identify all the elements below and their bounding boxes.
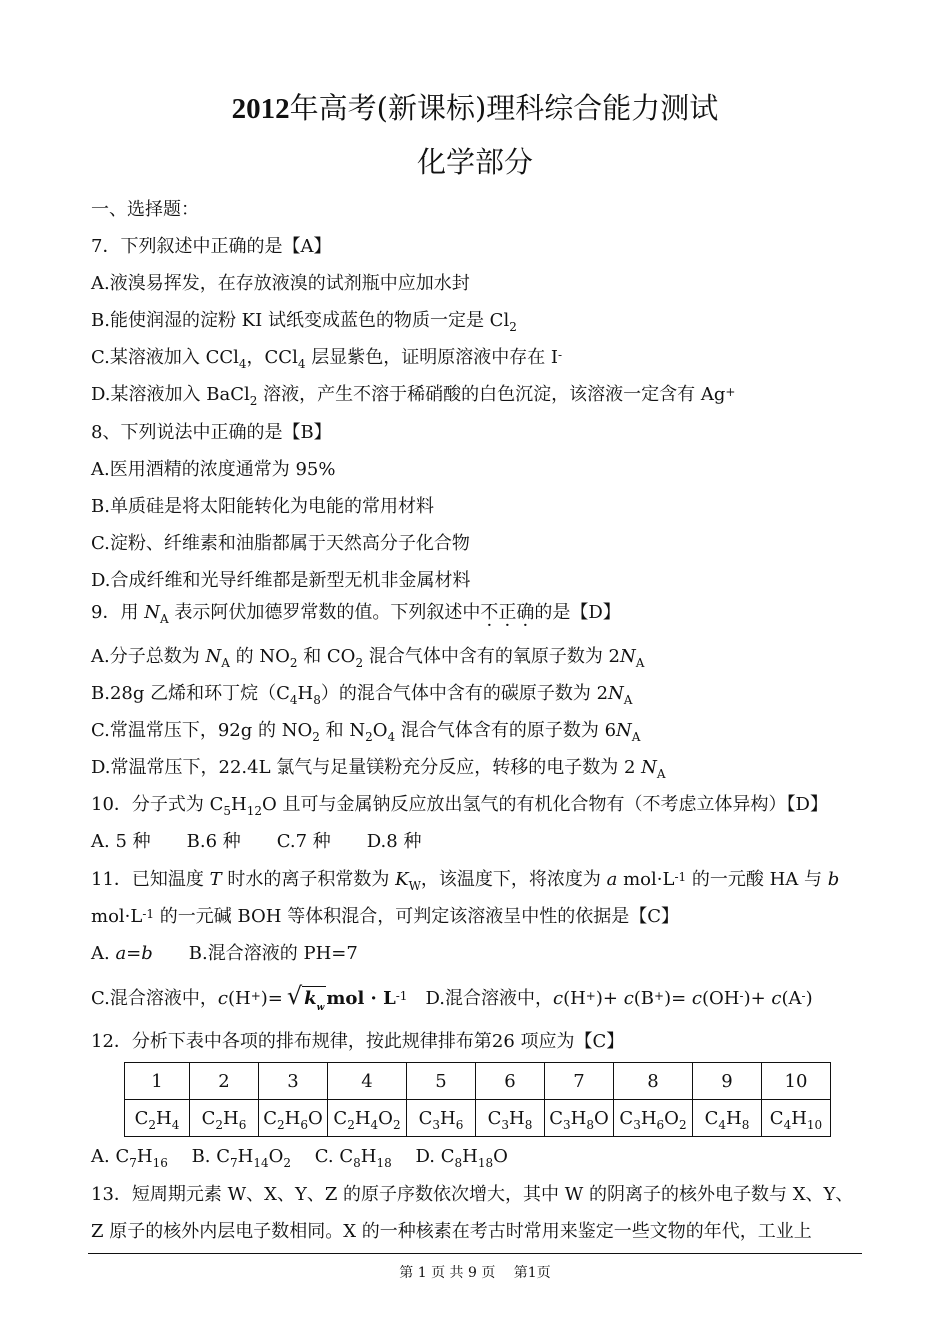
table-formula-cell: $C_4H_{10}$ (762, 1100, 831, 1137)
table-formula-cell: $C_3H_6$ (407, 1100, 476, 1137)
q12-stem: 12．分析下表中各项的排布规律，按此规律排布第26 项应为【C】 (91, 1031, 625, 1052)
table-header-cell: 8 (614, 1063, 693, 1100)
q8-option-b: B.单质硅是将太阳能转化为电能的常用材料 (91, 496, 434, 517)
q10-options: A. 5 种 B.6 种 C.7 种 D.8 种 (91, 831, 422, 852)
table-formula-cell: $C_3H_8$ (476, 1100, 545, 1137)
q7-option-d: D.某溶液加入 BaCl$_2$ 溶液，产生不溶于稀硝酸的白色沉淀，该溶液一定含有 Ag+ (91, 384, 736, 408)
table-header-cell: 6 (476, 1063, 545, 1100)
q9-option-d: D.常温常压下，22.4L 氯气与足量镁粉充分反应，转移的电子数为 2 $N_A$ (91, 757, 666, 781)
q8-option-d: D.合成纤维和光导纤维都是新型无机非金属材料 (91, 570, 471, 591)
q9-option-b: B.28g 乙烯和环丁烷$(C_4H_8)$的混合气体中含有的碳原子数为 $2N_A$ (91, 683, 633, 707)
table-header-cell: 1 (125, 1063, 190, 1100)
q8-option-a: A.医用酒精的浓度通常为 95% (91, 459, 336, 480)
table-formula-row (125, 1100, 831, 1137)
q9-option-c: C.常温常压下，92g 的 $NO_2$ 和 $N_2O_4$ 混合气体含有的原子数为 $6N_A$ (91, 720, 641, 744)
sequence-table (124, 1062, 831, 1137)
table-header-row (125, 1063, 831, 1100)
emphasis-dot-char: 确 (516, 602, 535, 623)
q7-option-c: C.某溶液加入 CCl$_4$，CCl$_4$ 层显紫色，证明原溶液中存在 I- (91, 347, 563, 371)
emphasis-dot-char: 正 (498, 602, 517, 623)
footer-divider (88, 1253, 862, 1254)
square-root-expression: √ $k_w$ (283, 984, 327, 1020)
table-header-cell: 9 (693, 1063, 762, 1100)
table-header-cell: 7 (545, 1063, 614, 1100)
table-formula-cell: $C_2H_6$ (190, 1100, 259, 1137)
q10-stem: 10．分子式为 $C_5H_{12}O$ 且可与金属钠反应放出氢气的有机化合物有（不考虑立体异构）【D】 (91, 794, 828, 818)
emphasis-dot-char: 不 (480, 602, 499, 623)
table-formula-cell: $C_2H_4O_2$ (328, 1100, 407, 1137)
page-subtitle: 化学部分 (416, 145, 533, 179)
q7-option-b: B.能使润湿的淀粉 KI 试纸变成蓝色的物质一定是 $Cl_2$ (91, 310, 517, 334)
table-formula-cell: $C_2H_4$ (125, 1100, 190, 1137)
table-formula-cell: $C_4H_8$ (693, 1100, 762, 1137)
page-title: 2012年高考(新课标)理科综合能力测试 (231, 91, 719, 125)
q8-stem: 8、下列说法中正确的是【B】 (91, 422, 332, 443)
page-footer: 第 1 页 共 9 页 第1页 (399, 1265, 551, 1281)
table-formula-cell: $C_2H_6O$ (259, 1100, 328, 1137)
q11-options-cd: C.混合溶液中，c(H+)= √ $k_w$ mol · $L^{-1}$ D.混合溶液中，c(H+)+ c(B+)= c(OH-)+ c(A-) (91, 984, 813, 1020)
q11-stem-line1: 11．已知温度 T 时水的离子积常数为 $K_W$，该温度下，将浓度为 a $mol\cdot L^{-1}$ 的一元酸 HA 与 b (91, 869, 840, 893)
q11-options-ab: A. a=b B.混合溶液的 PH=7 (91, 943, 358, 964)
table-formula-cell: $C_3H_8O$ (545, 1100, 614, 1137)
table-header-cell: 5 (407, 1063, 476, 1100)
q12-options: A. $C_7H_{16}$ B. $C_7H_{14}O_2$ C. $C_8H_{18}$ D. $C_8H_{18}O$ (91, 1146, 508, 1170)
q13-stem-line2: Z 原子的核外内层电子数相同。X 的一种核素在考古时常用来鉴定一些文物的年代，工业上 (91, 1221, 812, 1242)
table-formula-cell: $C_3H_6O_2$ (614, 1100, 693, 1137)
section-heading: 一、选择题： (91, 199, 199, 220)
q7-option-a: A.液溴易挥发，在存放液溴的试剂瓶中应加水封 (91, 273, 470, 294)
q13-stem-line1: 13．短周期元素 W、X、Y、Z 的原子序数依次增大，其中 W 的阴离子的核外电子数与 X、Y、 (91, 1184, 854, 1205)
table-header-cell: 2 (190, 1063, 259, 1100)
q9-option-a: A.分子总数为 $N_A$ 的 $NO_2$ 和 $CO_2$ 混合气体中含有的氧原子数为 $2N_A$ (91, 646, 645, 670)
table-header-cell: 3 (259, 1063, 328, 1100)
q7-stem: 7．下列叙述中正确的是【A】 (91, 236, 332, 257)
table-header-cell: 4 (328, 1063, 407, 1100)
q11-stem-line2: $mol\cdot L^{-1}$ 的一元碱 BOH 等体积混合，可判定该溶液呈中性的依据是【C】 (91, 906, 679, 927)
q8-option-c: C.淀粉、纤维素和油脂都属于天然高分子化合物 (91, 533, 470, 554)
q9-stem: 9．用 $N_A$ 表示阿伏加德罗常数的值。下列叙述中不正确的是【D】 (91, 602, 621, 626)
table-header-cell: 10 (762, 1063, 831, 1100)
